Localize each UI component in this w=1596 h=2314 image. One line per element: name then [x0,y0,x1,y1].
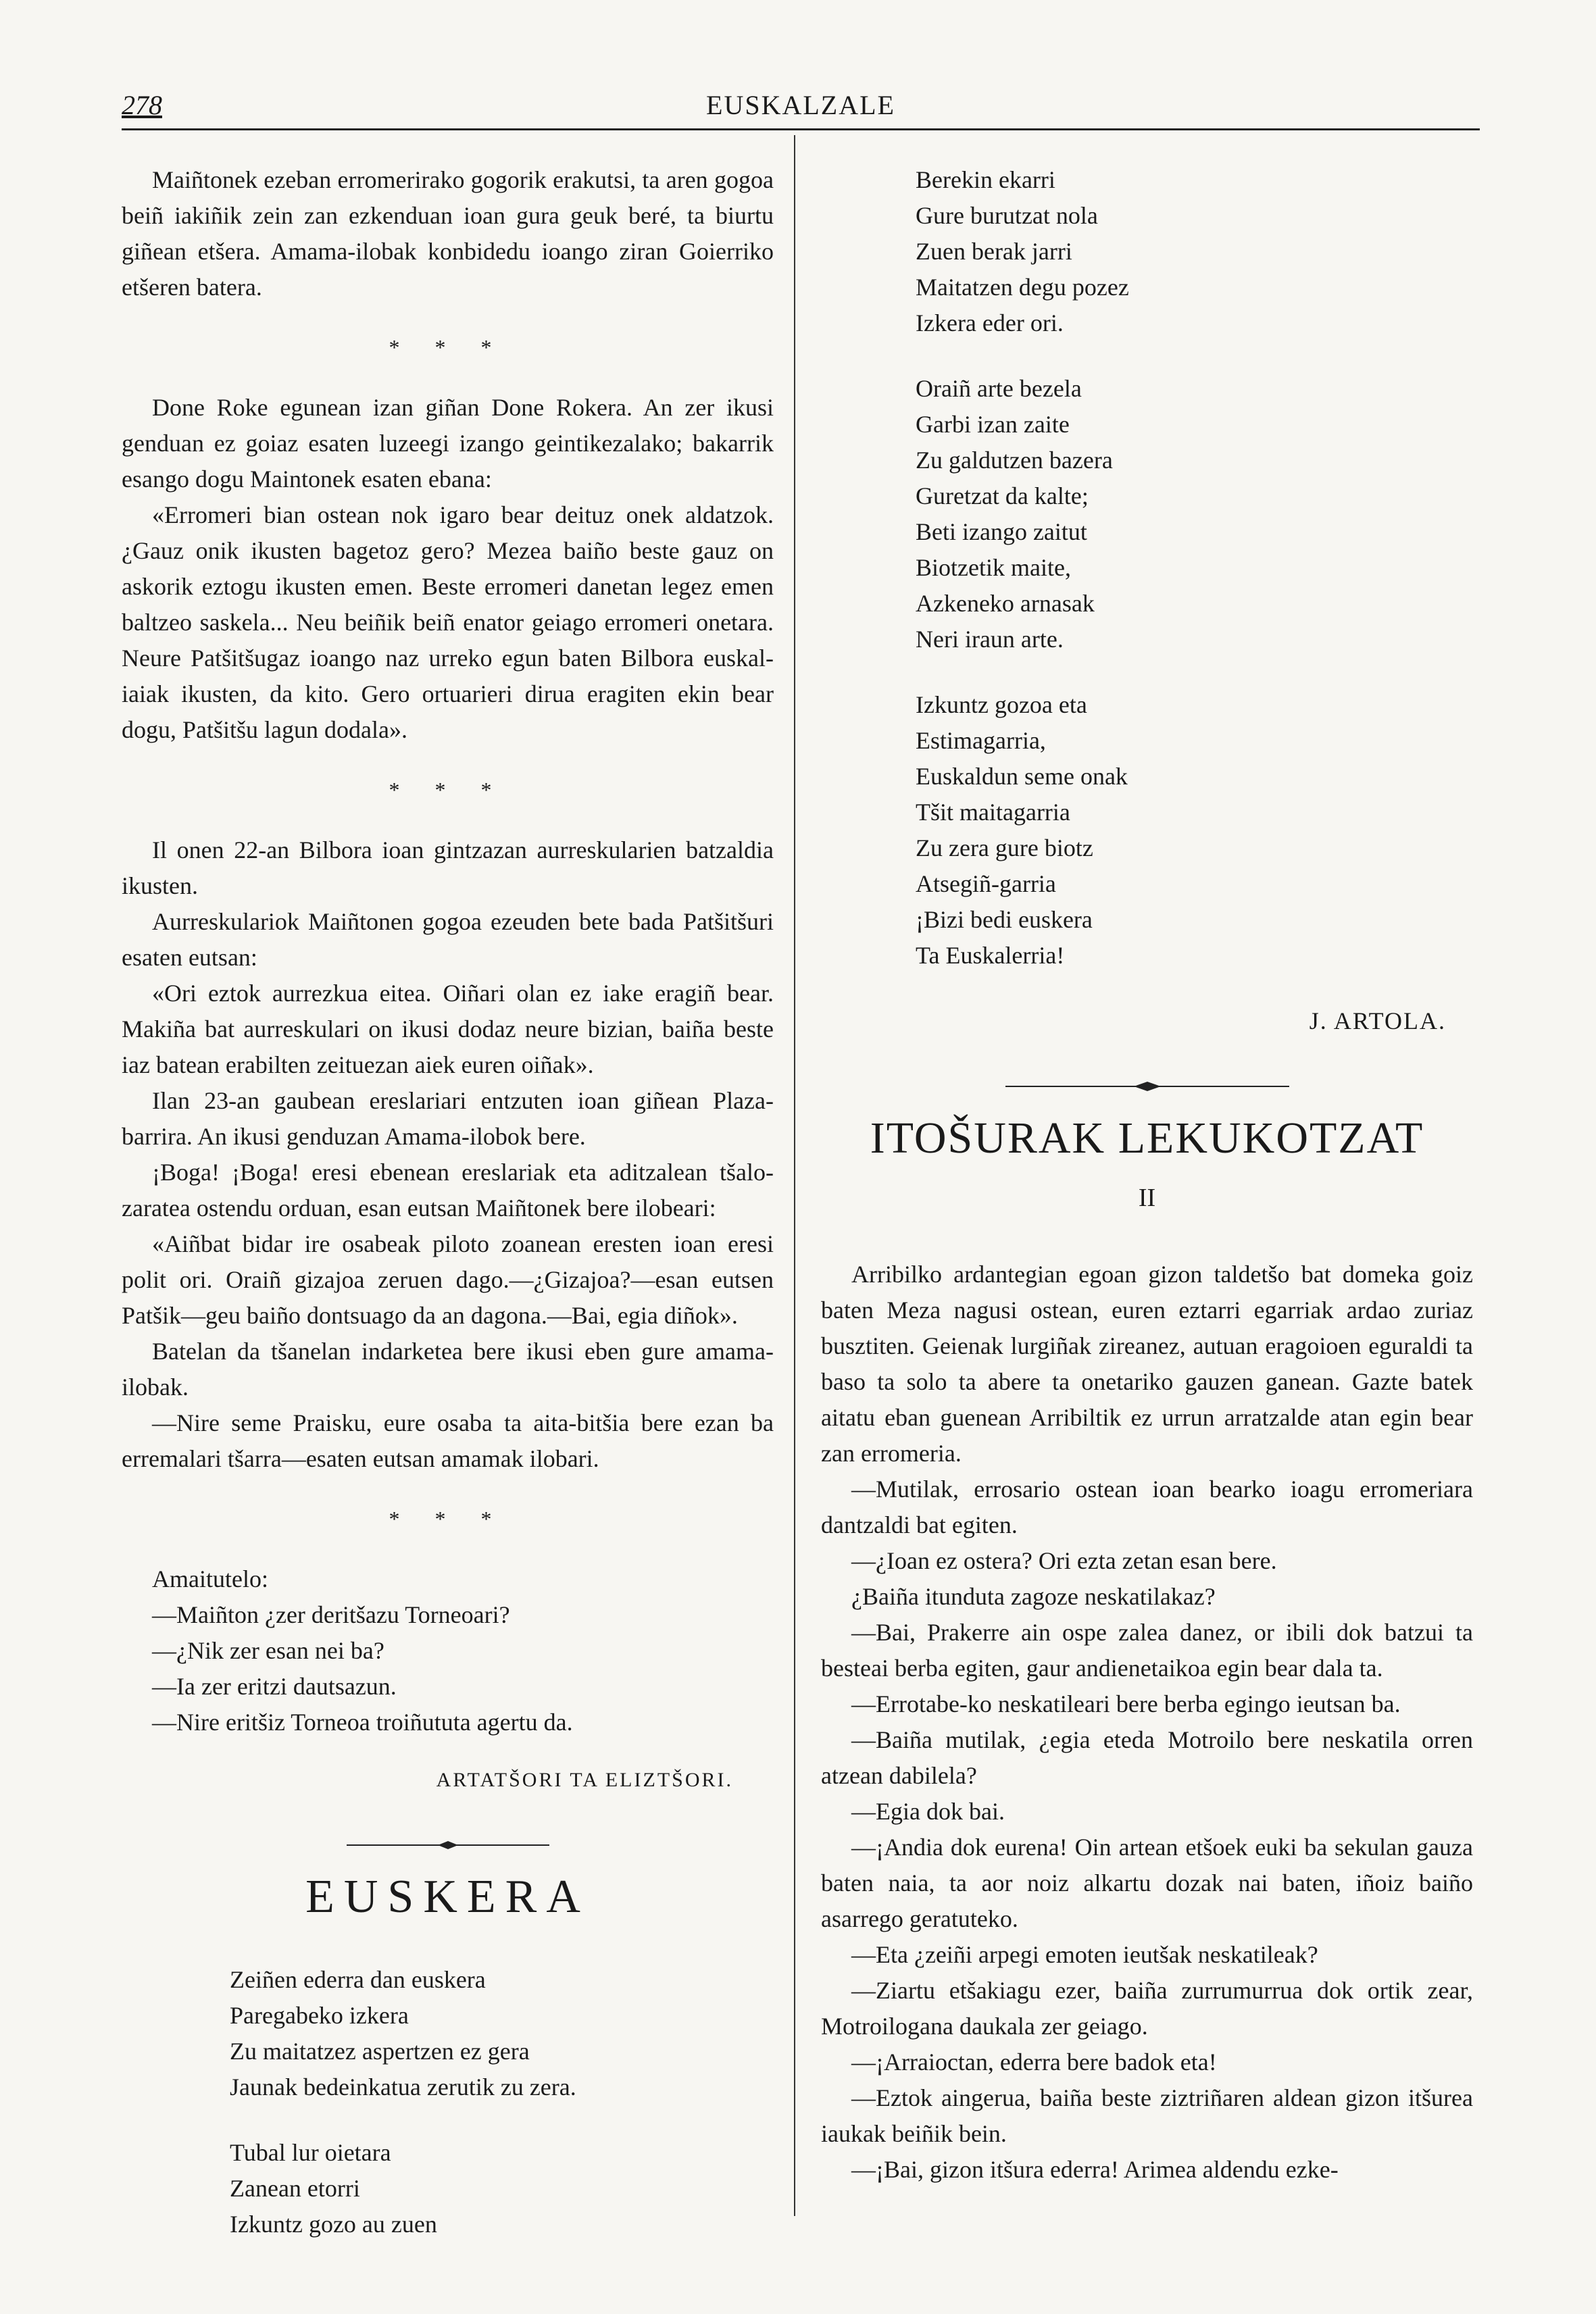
poem-stanza [916,162,1473,341]
running-title: EUSKALZALE [706,90,895,120]
poem-line: Zu maitatzez aspertzen ez gera [230,2038,530,2065]
paragraph: —Baiña mutilak, ¿egia eteda Motroilo bere neskatila orren atzean dabilela? [821,1726,1473,1789]
paragraph: Done Roke egunean izan giñan Done Rokera. An zer ikusi genduan ez goiaz esaten luzeegi izango geintikezalako; bakarrik esango dogu Maintonek esaten ebana: [122,394,774,493]
paragraph: Maiñtonek ezeban erromerirako gogorik erakutsi, ta aren gogoa beiñ iakiñik zein zan ezkenduan ioan gura geuk beré, ta biurtu giñean etšera. Amama-ilobak konbidedu ioango ziran Goierriko etšeren batera. [122,166,774,301]
paragraph: —Mutilak, errosario ostean ioan bearko ioagu erromeriara dantzaldi bat egiten. [821,1476,1473,1538]
poem-stanza [230,2135,774,2242]
left-column [122,162,774,2272]
poem-line: Atsegiñ-garria [916,870,1056,897]
paragraph: Ilan 23-an gaubean ereslariari entzuten ioan giñean Plaza-barrira. An ikusi genduzan Amama-ilobok bere. [122,1087,774,1150]
paragraph: ¡Boga! ¡Boga! eresi ebenean ereslariak eta aditzalean tšalo-zaratea ostendu orduan, esan eutsan Maiñtonek bere ilobeari: [122,1159,774,1222]
article-title: ITOŠURAK LEKUKOTZAT [870,1113,1424,1163]
paragraph: Il onen 22-an Bilbora ioan gintzazan aurreskularien batzaldia ikusten. [122,836,774,899]
poem-line: Gure burutzat nola [916,202,1098,229]
poem-line: Euskaldun seme onak [916,763,1128,790]
poem-line: Izkera eder ori. [916,309,1064,336]
paragraph: —¡Bai, gizon itšura ederra! Arimea aldendu ezke- [851,2156,1339,2183]
poem-line: Oraiñ arte bezela [916,375,1082,402]
poem-line: Azkeneko arnasak [916,590,1095,617]
dialog-line: —Maiñton ¿zer deritšazu Torneoari? [152,1601,510,1628]
poem-stanza [916,371,1473,657]
poem-line: Paregabeko izkera [230,2002,409,2029]
dialog-line: —¿Nik zer esan nei ba? [152,1637,384,1664]
poem-line: Tubal lur oietara [230,2139,391,2166]
paragraph: —Ziartu etšakiagu ezer, baiña zurrumurrua dok ortik zear, Motroilogana daukala zer geiago. [821,1977,1473,2040]
poem-line: Izkuntz gozoa eta [916,691,1087,718]
dialog-line: —Nire eritšiz Torneoa troiñututa agertu da. [152,1709,573,1736]
poem-continued [821,162,1473,974]
right-column [821,162,1473,2188]
poem-line: Biotzetik maite, [916,554,1071,581]
poem-line: Zanean etorri [230,2175,360,2202]
paragraph: Arribilko ardantegian egoan gizon taldetšo bat domeka goiz baten Meza nagusi ostean, euren eztarri egarriak ardao zuriaz busztiten. Geienak lurgiñak zireanez, autuan eragoioen eguraldi ta baso ta solo ta abere ta onetariko gauzen ganean. Gazte batek aitatu eban guenean Arribiltik ez urrun arratzalde atan egin bear zan erromeria. [821,1261,1473,1467]
dialog-line: —Ia zer eritzi dautsazun. [152,1673,397,1700]
signature: J. ARTOLA. [1309,1007,1446,1034]
dialog-line: Amaitutelo: [152,1565,268,1592]
poem-stanza [230,1962,774,2105]
paragraph: —Egia dok bai. [851,1798,1005,1825]
paragraph: Aurreskulariok Maiñtonen gogoa ezeuden bete bada Patšitšuri esaten eutsan: [122,908,774,971]
paragraph: —¿Ioan ez ostera? Ori ezta zetan esan bere. [851,1547,1277,1574]
poem-line: Guretzat da kalte; [916,482,1089,509]
page-number: 278 [122,90,162,120]
poem-line: Ta Euskalerria! [916,942,1065,969]
paragraph: —Bai, Prakerre ain ospe zalea danez, or ibili dok batzui ta besteai berba egiten, gaur andienetaikoa egin bear dala ta. [821,1619,1473,1682]
ornament-divider-icon [347,1838,549,1852]
section-stars: * * * [389,1507,507,1531]
column-divider [794,135,795,2216]
poem-line: Neri iraun arte. [916,626,1064,653]
section-stars: * * * [389,335,507,359]
poem-line: Zu zera gure biotz [916,834,1093,861]
chapter-number: II [1138,1184,1156,1212]
paragraph: —¡Arraioctan, ederra bere badok eta! [851,2048,1217,2076]
poem-line: ¡Bizi bedi euskera [916,906,1093,933]
paragraph: —¡Andia dok eurena! Oin artean etšoek euki ba sekulan gauza baten naia, ta aor noiz alkartu dozak nai baten, iñoiz baiño asarrego geratuteko. [821,1834,1473,1932]
paragraph: —Eztok aingerua, baiña beste ziztriñaren aldean gizon itšurea iaukak beiñik bein. [821,2084,1473,2147]
poem-title: EUSKERA [305,1871,590,1923]
ornament-divider-icon [1005,1080,1289,1093]
poem-line: Berekin ekarri [916,166,1055,193]
poem-line: Jaunak bedeinkatua zerutik zu zera. [230,2073,576,2101]
paragraph: ¿Baiña itunduta zagoze neskatilakaz? [851,1583,1216,1610]
signature: ARTATŠORI TA ELIZTŠORI. [436,1769,733,1791]
section-stars: * * * [389,778,507,802]
poem-line: Estimagarria, [916,727,1046,754]
poem-line: Garbi izan zaite [916,411,1070,438]
running-header [122,88,1480,130]
paragraph: —Nire seme Praisku, eure osaba ta aita-bitšia bere ezan ba erremalari tšarra—esaten eutsan amamak ilobari. [122,1409,774,1472]
paragraph: «Ori eztok aurrezkua eitea. Oiñari olan ez iake eragiñ bear. Makiña bat aurreskulari on ikusi dodaz neure bizian, baiña beste iaz batean erabilten zeituezan aiek euren oiñak». [122,980,774,1078]
poem-line: Izkuntz gozo au zuen [230,2211,437,2238]
paragraph: Batelan da tšanelan indarketea bere ikusi eben gure amama-ilobak. [122,1338,774,1401]
poem-line: Zuen berak jarri [916,238,1072,265]
poem-line: Zeiñen ederra dan euskera [230,1966,486,1993]
paragraph: «Aiñbat bidar ire osabeak piloto zoanean eresten ioan eresi polit ori. Oraiñ gizajoa zeruen dago.—¿Gizajoa?—esan eutsen Patšik—geu baiño dontsuago da an dagona.—Bai, egia diñok». [122,1230,774,1329]
poem-line: Beti izango zaitut [916,518,1087,545]
poem-stanza [916,687,1473,974]
poem-line: Zu galdutzen bazera [916,447,1113,474]
poem-line: Tšit maitagarria [916,799,1070,826]
paragraph: «Erromeri bian ostean nok igaro bear deituz onek aldatzok. ¿Gauz onik ikusten bagetoz gero? Mezea baiño beste gauz on askorik eztogu ikusten emen. Beste erromeri danetan legez emen baltzeo saskela... Neu beiñik beiñ enator geiago erromeri onetara. Neure Patšitšugaz ioango naz urreko egun baten Bilbora euskal-iaiak ikusten, da kito. Gero ortuarieri dirua eragiten ekin bear dogu, Patšitšu lagun dodala». [122,501,774,743]
paragraph: —Eta ¿zeiñi arpegi emoten ieutšak neskatileak? [851,1941,1318,1968]
paragraph: —Errotabe-ko neskatileari bere berba egingo ieutsan ba. [851,1690,1401,1717]
poem-line: Maitatzen degu pozez [916,274,1129,301]
poem [122,1962,774,2242]
